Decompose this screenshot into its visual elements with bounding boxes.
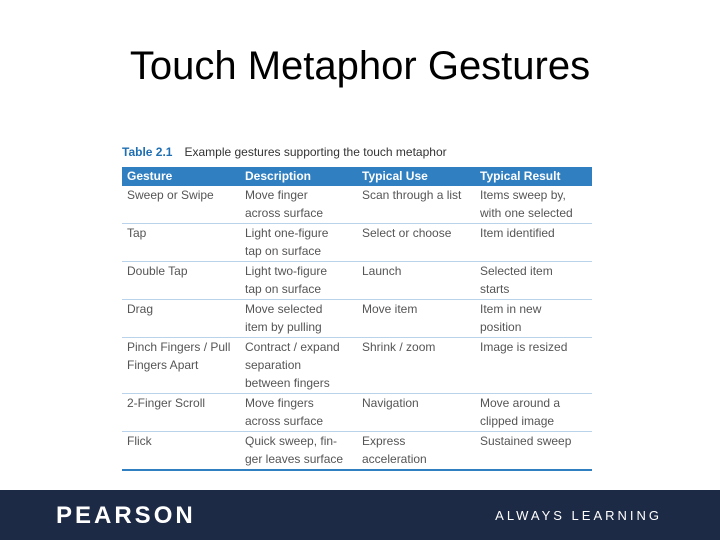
cell-gesture [122,300,240,338]
cell-line: between fingers [245,376,330,390]
cell-line: Drag [127,302,154,316]
slide-title: Touch Metaphor Gestures [129,44,591,88]
cell-line: Light two-figure [245,264,328,278]
table-row [122,262,592,300]
cell-typical-result [475,224,592,262]
cell-line: item by pulling [245,320,322,334]
cell-line: acceleration [362,452,427,466]
cell-gesture [122,224,240,262]
table-header-row [122,167,592,186]
cell-description [240,186,357,224]
cell-line: separation [245,358,302,372]
table-caption [122,143,592,167]
cell-line: Light one-figure [245,226,329,240]
cell-gesture [122,432,240,471]
cell-line: across surface [245,206,324,220]
header-gesture: Gesture [122,167,240,186]
cell-description [240,432,357,471]
cell-line: Shrink / zoom [362,340,436,354]
cell-line: tap on surface [245,244,322,258]
cell-line: Image is resized [480,340,568,354]
table-row [122,338,592,394]
cell-typical-use [357,300,475,338]
cell-typical-result [475,300,592,338]
cell-typical-use [357,338,475,394]
cell-typical-use [357,394,475,432]
cell-line: Move selected [245,302,323,316]
cell-line: Item identified [480,226,555,240]
cell-line: Scan through a list [362,188,462,202]
table-row [122,432,592,471]
header-typical-use: Typical Use [357,167,475,186]
table-body [122,186,592,470]
header-typical-result: Typical Result [475,167,592,186]
cell-description [240,224,357,262]
cell-typical-result [475,338,592,394]
table-caption-text: Example gestures supporting the touch metaphor [184,145,447,159]
cell-line: Pinch Fingers / Pull [127,340,231,354]
cell-line: starts [480,282,510,296]
cell-line: Express [362,434,406,448]
cell-line: Flick [127,434,152,448]
cell-description [240,394,357,432]
cell-line: 2-Finger Scroll [127,396,206,410]
cell-line: Item in new [480,302,542,316]
gesture-table [122,167,592,471]
cell-gesture [122,262,240,300]
cell-line: Select or choose [362,226,452,240]
table-row [122,300,592,338]
header-description: Description [240,167,357,186]
table-row [122,224,592,262]
gesture-table-figure [122,143,592,471]
cell-line: position [480,320,522,334]
cell-description [240,262,357,300]
table-row [122,394,592,432]
footer-bar [0,490,720,540]
cell-typical-use [357,432,475,471]
cell-line: Contract / expand [245,340,340,354]
cell-typical-use [357,186,475,224]
cell-line: Sweep or Swipe [127,188,214,202]
table-caption-number: Table 2.1 [122,145,173,159]
cell-typical-use [357,224,475,262]
cell-typical-result [475,262,592,300]
cell-line: Move fingers [245,396,314,410]
cell-line: tap on surface [245,282,322,296]
cell-gesture [122,186,240,224]
cell-line: ger leaves surface [245,452,344,466]
cell-line: Selected item [480,264,553,278]
cell-typical-use [357,262,475,300]
cell-line: Double Tap [127,264,188,278]
cell-line: Quick sweep, fin- [245,434,338,448]
cell-line: clipped image [480,414,555,428]
cell-line: across surface [245,414,324,428]
cell-line: Fingers Apart [127,358,199,372]
cell-description [240,338,357,394]
table-row [122,186,592,224]
pearson-logo: PEARSON [56,502,196,529]
cell-typical-result [475,432,592,471]
cell-typical-result [475,394,592,432]
cell-gesture [122,394,240,432]
cell-line: Items sweep by, [480,188,566,202]
cell-gesture [122,338,240,394]
cell-line: Tap [127,226,147,240]
cell-line: Navigation [362,396,419,410]
cell-typical-result [475,186,592,224]
cell-line: Move item [362,302,418,316]
cell-line: Move around a [480,396,561,410]
cell-line: Launch [362,264,402,278]
cell-line: Move finger [245,188,308,202]
cell-line: Sustained sweep [480,434,572,448]
cell-description [240,300,357,338]
cell-line: with one selected [480,206,573,220]
footer-tagline: ALWAYS LEARNING [495,508,662,523]
